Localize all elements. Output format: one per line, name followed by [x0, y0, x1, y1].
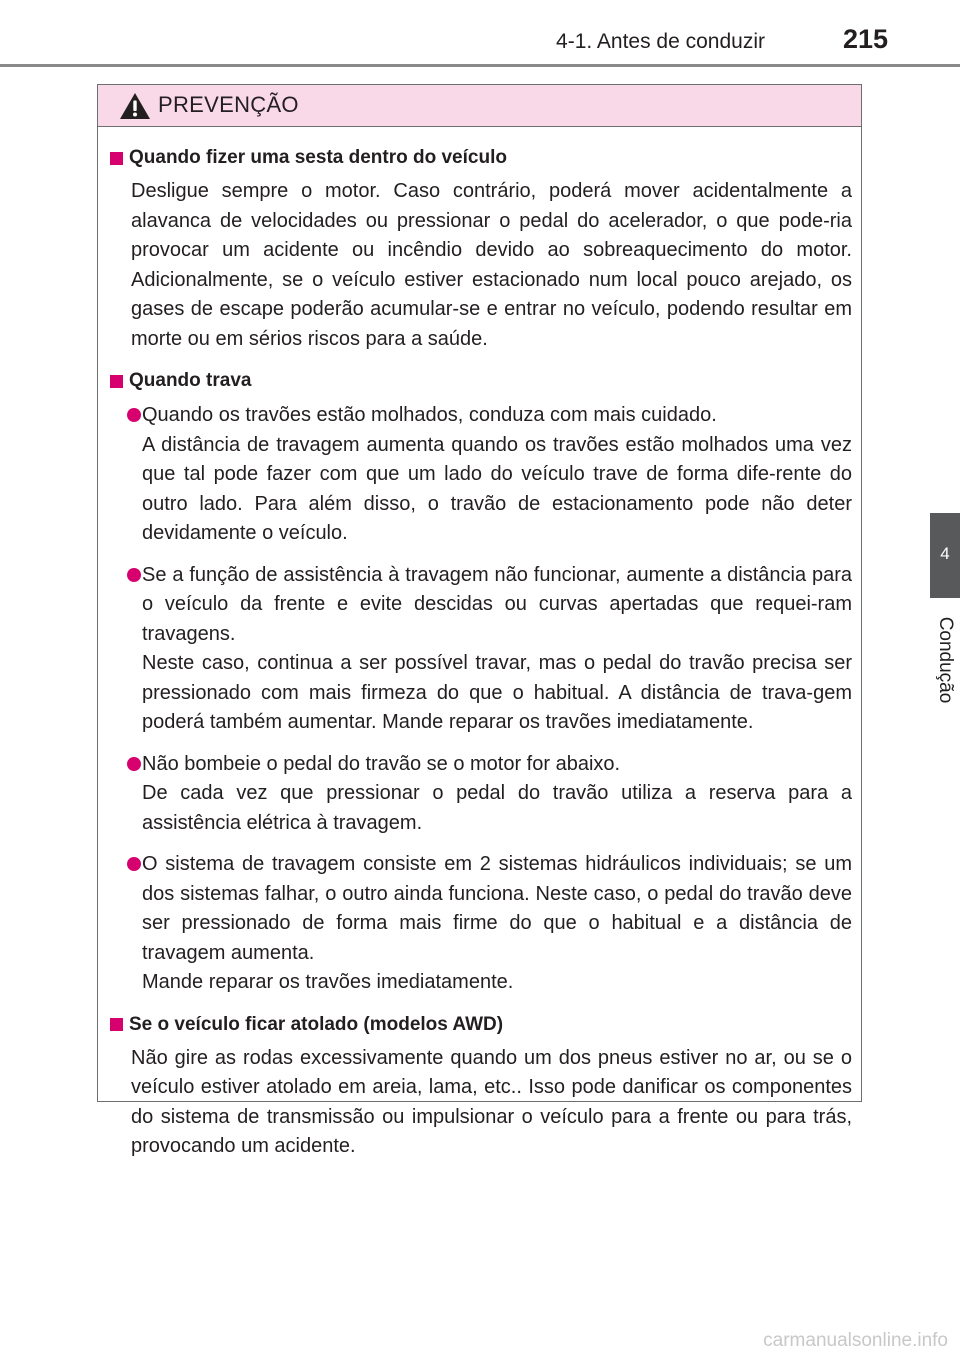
header-divider: [0, 64, 960, 67]
warning-header: [98, 85, 861, 127]
round-bullet-icon: [127, 857, 141, 871]
watermark-text: carmanualsonline.info: [763, 1330, 948, 1351]
section-nap: [109, 145, 852, 354]
list-item: [109, 401, 852, 549]
warning-triangle-icon: [119, 92, 151, 120]
chapter-number: 4: [940, 544, 950, 563]
square-bullet-icon: [110, 152, 123, 165]
list-item: [109, 561, 852, 738]
header-section-title: 4-1. Antes de conduzir: [556, 30, 765, 53]
section-title: Quando fizer uma sesta dentro do veículo: [129, 147, 507, 168]
page-number: 215: [842, 24, 888, 54]
chapter-tab: [930, 513, 960, 598]
bullet-lead: Quando os travões estão molhados, conduza com mais cuidado.: [142, 404, 717, 426]
chapter-label-text: Condução: [935, 616, 956, 704]
list-item: [109, 750, 852, 839]
section-braking: [109, 368, 852, 998]
bullet-detail: Neste caso, continua a ser possível travar, mas o pedal do travão precisa ser pressionado com mais firmeza do que o habitual. A distância de trava-gem poderá também aumentar. Mande reparar os travões imediatamente.: [142, 652, 852, 733]
warning-box: [97, 84, 862, 1157]
list-item: [109, 850, 852, 998]
page-header: [0, 0, 960, 66]
section-stuck-vehicle: [109, 1012, 852, 1162]
bullet-lead: Se a função de assistência à travagem não funcionar, aumente a distância para o veículo da frente e evite descidas ou curvas apertadas que requei-ram travagens.: [142, 563, 852, 645]
bullet-detail: A distância de travagem aumenta quando os travões estão molhados uma vez que tal pode fazer com que um lado do veículo trave de forma dife-rente do outro lado. Para além disso, o travão de estacionamento pode não deter devidamente o veículo.: [142, 433, 852, 544]
square-bullet-icon: [110, 1018, 123, 1031]
bullet-lead: Não bombeie o pedal do travão se o motor for abaixo.: [142, 752, 621, 775]
bullet-detail: Mande reparar os travões imediatamente.: [142, 971, 514, 993]
section-text: Desligue sempre o motor. Caso contrário, poderá mover acidentalmente a alavanca de velocidades ou pressionar o pedal do acelerador, o que pode-ria provocar um acidente ou incêndio devido ao sobreaquecimento do motor. Adicionalmente, se o veículo estiver estacionado num local pouco arejado, os gases de escape poderão acumular-se e entrar no veículo, podendo resultar em morte ou em sérios riscos para a saúde.: [131, 180, 852, 350]
section-title: Quando trava: [129, 370, 252, 391]
round-bullet-icon: [127, 408, 141, 422]
square-bullet-icon: [110, 375, 123, 388]
round-bullet-icon: [127, 757, 141, 771]
round-bullet-icon: [127, 568, 141, 582]
section-title: Se o veículo ficar atolado (modelos AWD): [129, 1013, 504, 1035]
warning-content: [98, 128, 860, 1176]
warning-title: PREVENÇÃO: [158, 92, 299, 117]
bullet-detail: De cada vez que pressionar o pedal do travão utiliza a reserva para a assistência elétrica à travagem.: [142, 782, 852, 834]
bullet-lead: O sistema de travagem consiste em 2 sistemas hidráulicos individuais; se um dos sistemas falhar, o outro ainda funciona. Neste caso, o pedal do travão deve ser pressionado de forma mais firme do que o habitual e a distância de travagem aumenta.: [142, 853, 852, 964]
section-text: Não gire as rodas excessivamente quando um dos pneus estiver no ar, ou se o veículo estiver atolado em areia, lama, etc.. Isso pode danificar os componentes do sistema de transmissão ou impulsionar o veículo para a frente ou para trás, provocando um acidente.: [131, 1046, 852, 1157]
chapter-label: [933, 610, 957, 710]
